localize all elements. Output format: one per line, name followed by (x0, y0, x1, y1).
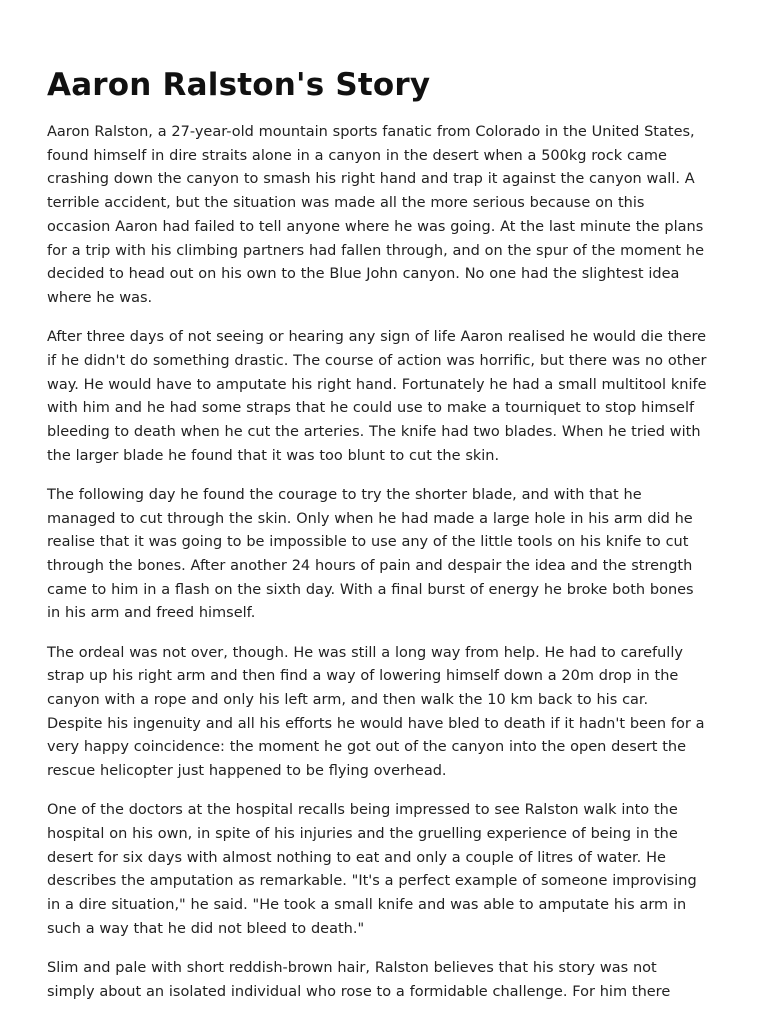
paragraph-1: Aaron Ralston, a 27-year-old mountain sports fanatic from Colorado in the United States, found himself in dire straits alone in a canyon in the desert when a 500kg rock came crashing down the canyon to smash his right hand and trap it against the canyon wall. A terrible accident, but the situation was made all the more serious because on this occasion Aaron had failed to tell anyone where he was going. At the last minute the plans for a trip with his climbing partners had fallen through, and on the spur of the moment he decided to head out on his own to the Blue John canyon. No one had the slightest idea where he was. (47, 124, 705, 306)
paragraph-5: One of the doctors at the hospital recalls being impressed to see Ralston walk into the hospital on his own, in spite of his injuries and the gruelling experience of being in the desert for six days with almost nothing to eat and only a couple of litres of water. He describes the amputation as remarkable. "It's a perfect example of someone improvising in a dire situation," he said. "He took a small knife and was able to amputate his arm in such a way that he did not bleed to death." (47, 802, 697, 937)
article (47, 66, 707, 1020)
paragraph-3: The following day he found the courage to try the shorter blade, and with that he managed to cut through the skin. Only when he had made a large hole in his arm did he realise that it was going to be impossible to use any of the little tools on his knife to cut through the bones. After another 24 hours of pain and despair the idea and the strength came to him in a flash on the sixth day. With a final burst of energy he broke both bones in his arm and freed himself. (47, 486, 694, 622)
paragraph-6: Slim and pale with short reddish-brown hair, Ralston believes that his story was not simply about an isolated individual who rose to a formidable challenge. For him there (47, 960, 671, 1000)
article-title: Aaron Ralston's Story (47, 67, 431, 103)
paragraph-2: After three days of not seeing or hearing any sign of life Aaron realised he would die there if he didn't do something drastic. The course of action was horrific, but there was no other way. He would have to amputate his right hand. Fortunately he had a small multitool knife with him and he had some straps that he could use to make a tourniquet to stop himself bleeding to death when he cut the arteries. The knife had two blades. When he tried with the larger blade he found that it was too blunt to cut the skin. (47, 329, 707, 464)
paragraph-4: The ordeal was not over, though. He was still a long way from help. He had to carefully strap up his right arm and then find a way of lowering himself down a 20m drop in the canyon with a rope and only his left arm, and then walk the 10 km back to his car. Despite his ingenuity and all his efforts he would have bled to death if it hadn't been for a very happy coincidence: the moment he got out of the canyon into the open desert the rescue helicopter just happened to be flying overhead. (47, 644, 705, 780)
